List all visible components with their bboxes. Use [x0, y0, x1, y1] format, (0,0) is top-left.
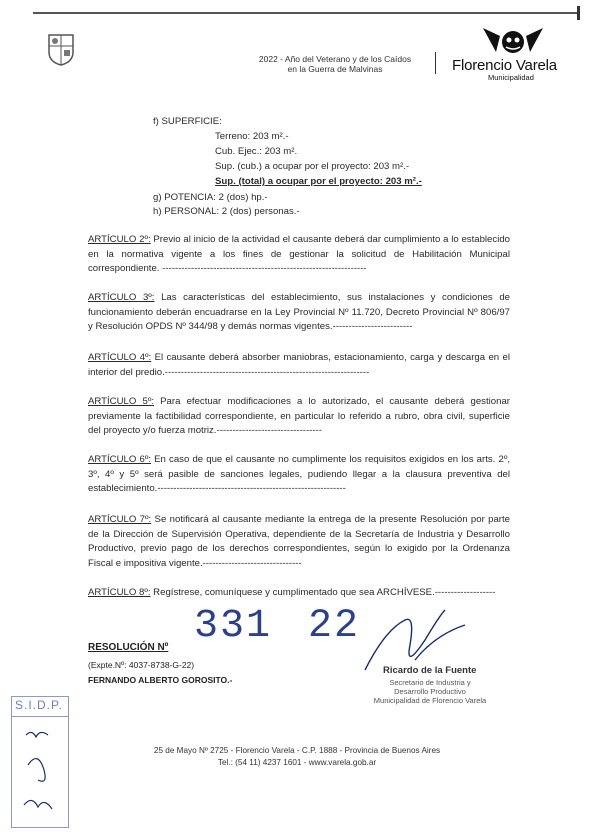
- sup-total-line: Sup. (total) a ocupar por el proyecto: 203 m².-: [215, 176, 422, 187]
- brand-name: Florencio Varela: [452, 57, 557, 74]
- sup-cub-line: Sup. (cub.) a ocupar por el proyecto: 203 m².-: [215, 161, 410, 172]
- resolution-year-stamp: 22: [308, 604, 361, 649]
- applicant-name: FERNANDO ALBERTO GOROSITO.-: [88, 675, 233, 685]
- article-6: ARTÍCULO 6º: En caso de que el causante no cumplimente los requisitos exigidos en los arts. 2º, 3º, 4º y 5º será pasible de sanciones legales, pudiendo llegar a la clausura preventiva del establecimiento.-----------------------------------------------------------: [88, 454, 510, 495]
- side-stamp-initials-icon: [18, 725, 63, 825]
- article-2: ARTÍCULO 2º: Previo al inicio de la actividad el causante deberá dar cumplimiento a lo establecido en la normativa vigente a los fines de gestionar la solicitud de Habilitación Municipal correspondiente. ----------------------------------------------------------------: [88, 234, 510, 275]
- brand-subtitle: Municipalidad: [488, 73, 534, 82]
- article-5: ARTÍCULO 5º: Para efectuar modificaciones a lo autorizado, el causante deberá gestionar previamente la factibilidad correspondiente, en particular lo referido a rubro, obra civil, superficie del proyecto y/o fuerza motriz.---------------------------------: [88, 396, 510, 437]
- terreno-line: Terreno: 203 m².-: [215, 131, 289, 142]
- top-rule: [33, 12, 578, 14]
- article-4: ARTÍCULO 4º: El causante deberá absorber maniobras, estacionamiento, carga y descarga en el interior del predio.----------------------------------------------------------------: [88, 352, 510, 378]
- superficie-heading: f) SUPERFICIE:: [153, 116, 222, 127]
- article-3: ARTÍCULO 3º: Las características del establecimiento, sus instalaciones y condiciones de funcionamiento deberán encuadrarse en la Ley Provincial Nº 11.720, Decreto Provincial Nº 806/97 y Resolución OPDS Nº 344/98 y demás normas vigentes.-------------------------: [88, 292, 510, 333]
- personal-line: h) PERSONAL: 2 (dos) personas.-: [153, 206, 300, 217]
- cub-ejec-line: Cub. Ejec.: 203 m².: [215, 146, 298, 157]
- resolution-label: RESOLUCIÓN Nº: [88, 642, 169, 653]
- article-7: ARTÍCULO 7º: Se notificará al causante mediante la entrega de la presente Resolución por parte de la Dirección de Supervisión Operativa, dependiente de la Secretaría de Industria y Desarrollo Productivo, previo pago de los derechos correspondientes, según lo exigido por la Ordenanza Fiscal e impositiva vigente.-------------------------------: [88, 514, 510, 570]
- municipality-logo-icon: [478, 26, 548, 56]
- side-stamp-label: S.I.D.P.: [15, 698, 63, 712]
- corner-mark: [577, 6, 580, 20]
- signer-title: Secretario de Industria y Desarrollo Productivo Municipalidad de Florencio Varela: [373, 678, 487, 705]
- expediente: (Expte.Nº: 4037-8738-G-22): [88, 660, 195, 670]
- footer-contact: Tel.: (54 11) 4237 1601 - www.varela.gob.ar: [217, 758, 377, 767]
- resolution-number-stamp: 331: [194, 604, 273, 649]
- year-motto: 2022 - Año del Veterano y de los Caídos en la Guerra de Malvinas: [258, 54, 412, 74]
- signer-name: Ricardo de la Fuente: [383, 665, 477, 676]
- footer-address: 25 de Mayo Nº 2725 - Florencio Varela - C.P. 1888 - Provincia de Buenos Aires: [153, 746, 441, 755]
- potencia-line: g) POTENCIA: 2 (dos) hp.-: [153, 192, 268, 203]
- header-divider: [435, 52, 436, 74]
- article-8: ARTÍCULO 8º: Regístrese, comuníquese y cumplimentado que sea ARCHÍVESE.-------------------: [88, 587, 496, 598]
- side-stamp-divider: [11, 716, 68, 717]
- coat-of-arms-icon: [46, 32, 76, 66]
